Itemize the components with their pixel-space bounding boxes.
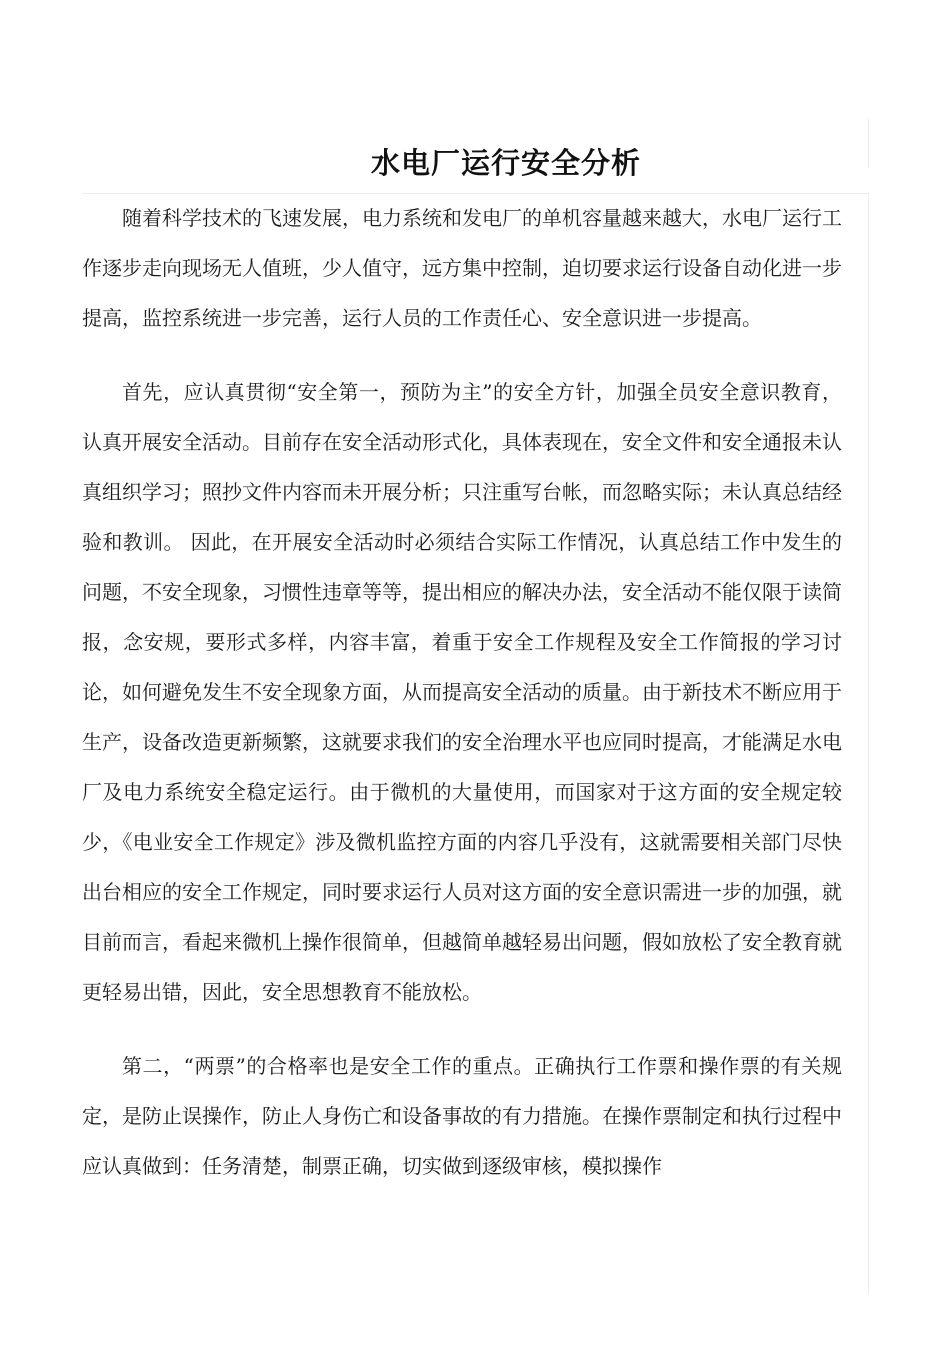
page-border-right: [868, 194, 869, 1294]
paragraph-first-point: 首先，应认真贯彻“安全第一，预防为主”的安全方针，加强全员安全意识教育，认真开展安全活动。目前存在安全活动形式化，具体表现在，安全文件和安全通报未认真组织学习；照抄文件内容而未开展分析；只注重写台帐，而忽略实际；未认真总结经验和教训。 因此，在开展安全活动时必须结合实际工作情况，认真总结工作中发生的问题，不安全现象，习惯性违章等等，提出相应的解决办法，安全活动不能仅限于读简报，念安规，要形式多样，内容丰富，着重于安全工作规程及安全工作简报的学习讨论，如何避免发生不安全现象方面，从而提高安全活动的质量。由于新技术不断应用于生产，设备改造更新频繁，这就要求我们的安全治理水平也应同时提高，才能满足水电厂及电力系统安全稳定运行。由于微机的大量使用，而国家对于这方面的安全规定较少，《电业安全工作规定》涉及微机监控方面的内容几乎没有，这就需要相关部门尽快出台相应的安全工作规定，同时要求运行人员对这方面的安全意识需进一步的加强，就目前而言，看起来微机上操作很简单，但越简单越轻易出问题，假如放松了安全教育就更轻易出错，因此，安全思想教育不能放松。: [82, 380, 842, 1004]
document-body: [82, 193, 842, 1191]
document-title: 水电厂运行安全分析: [370, 146, 641, 181]
paragraph-intro: 随着科学技术的飞速发展，电力系统和发电厂的单机容量越来越大，水电厂运行工作逐步走向现场无人值班，少人值守，远方集中控制，迫切要求运行设备自动化进一步提高，监控系统进一步完善，运行人员的工作责任心、安全意识进一步提高。: [82, 206, 842, 330]
paragraph-second-point: 第二，“两票”的合格率也是安全工作的重点。正确执行工作票和操作票的有关规定，是防止误操作，防止人身伤亡和设备事故的有力措施。在操作票制定和执行过程中应认真做到：任务清楚，制票正确，切实做到逐级审核，模拟操作: [82, 1054, 842, 1178]
